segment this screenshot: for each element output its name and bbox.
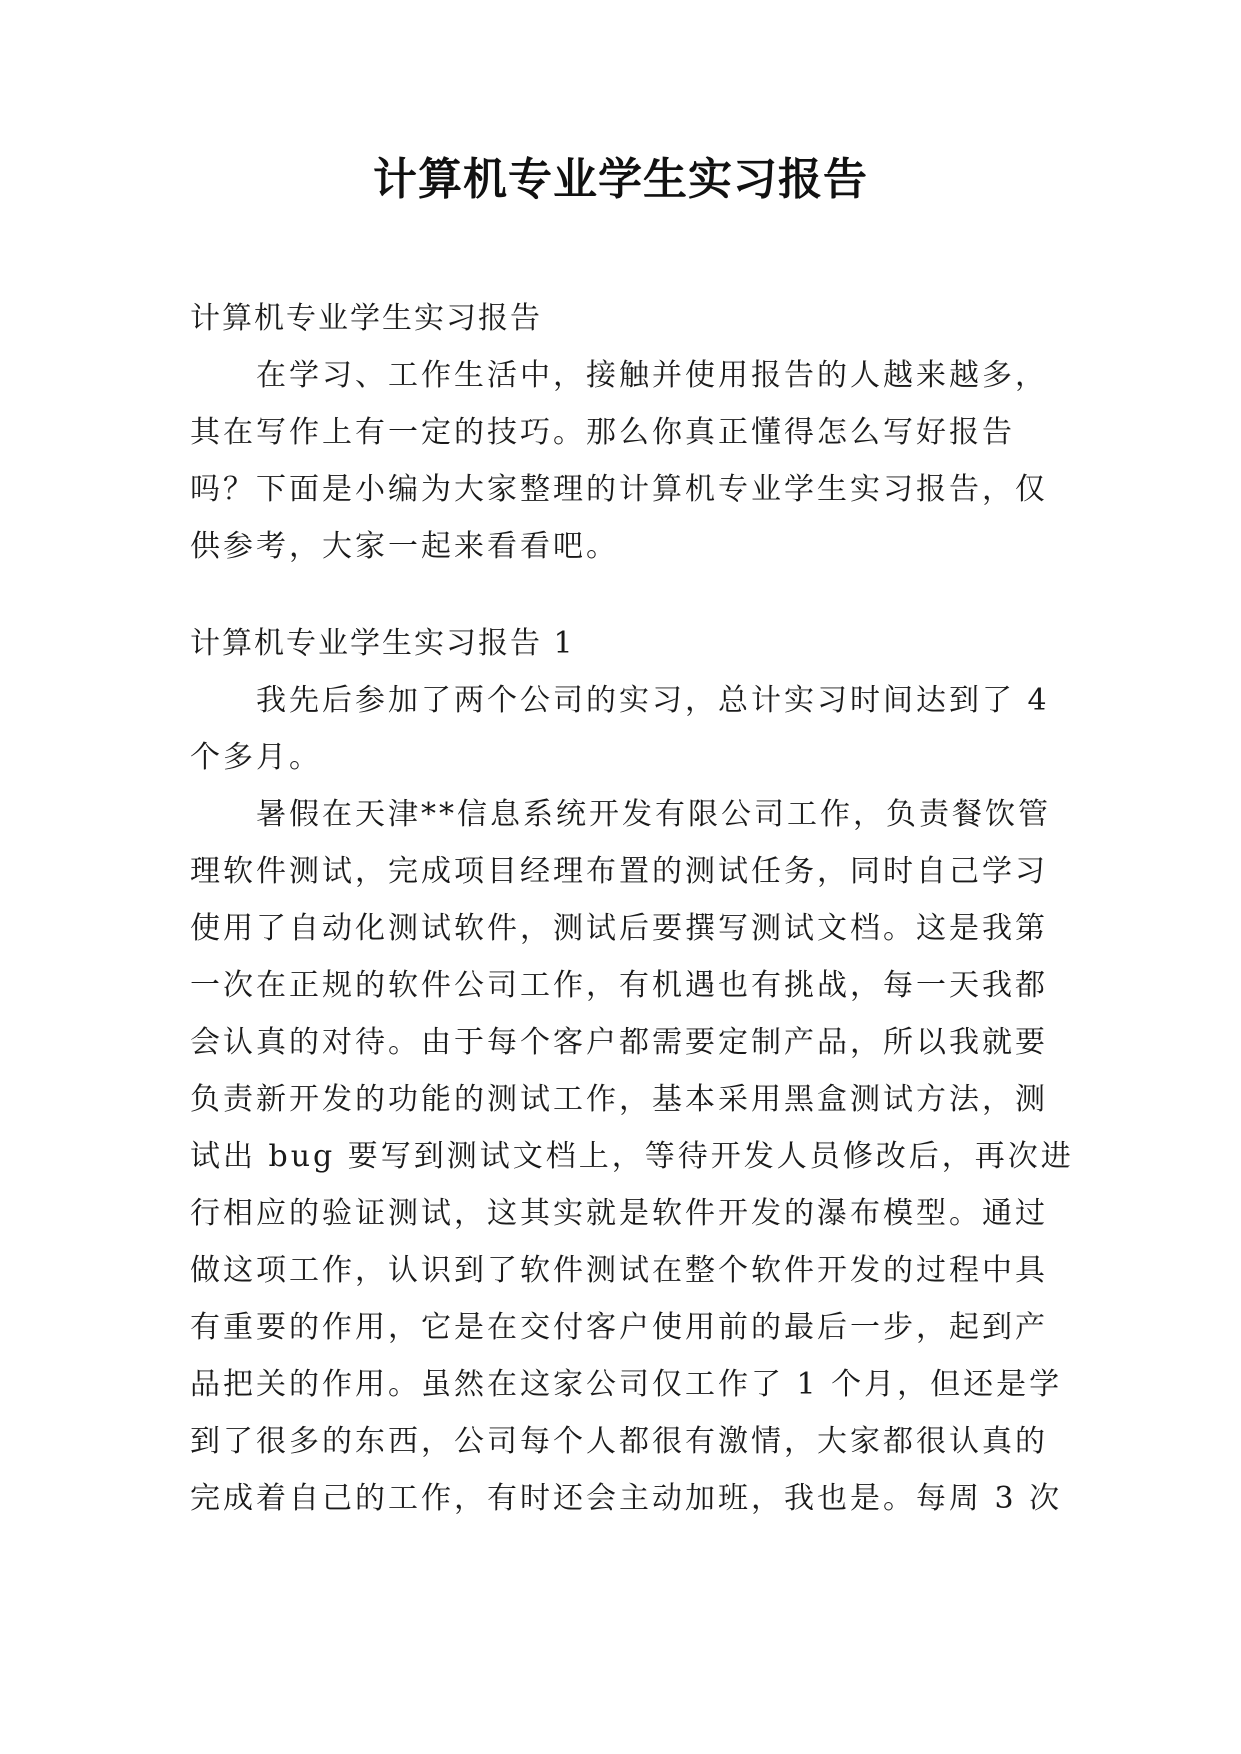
section1-heading: 计算机专业学生实习报告 1 xyxy=(190,626,575,661)
section1-paragraph-1 xyxy=(190,672,1050,786)
paragraph-line: 吗？下面是小编为大家整理的计算机专业学生实习报告，仅 xyxy=(190,472,1048,507)
paragraph-line: 使用了自动化测试软件，测试后要撰写测试文档。这是我第 xyxy=(190,911,1048,946)
section-spacer xyxy=(190,575,1050,615)
paragraph-line: 在学习、工作生活中，接触并使用报告的人越来越多， xyxy=(190,358,1048,393)
paragraph-line: 会认真的对待。由于每个客户都需要定制产品，所以我就要 xyxy=(190,1025,1048,1060)
document-body xyxy=(190,290,1074,1527)
section1-paragraph-2 xyxy=(190,786,1074,1527)
paragraph-line: 完成着自己的工作，有时还会主动加班，我也是。每周 3 次 xyxy=(190,1481,1063,1516)
paragraph-line: 一次在正规的软件公司工作，有机遇也有挑战，每一天我都 xyxy=(190,968,1048,1003)
paragraph-line: 其在写作上有一定的技巧。那么你真正懂得怎么写好报告 xyxy=(190,415,1015,450)
paragraph-line: 品把关的作用。虽然在这家公司仅工作了 1 个月，但还是学 xyxy=(190,1367,1063,1402)
paragraph-line: 负责新开发的功能的测试工作，基本采用黑盒测试方法，测 xyxy=(190,1082,1048,1117)
paragraph-line: 我先后参加了两个公司的实习，总计实习时间达到了 4 xyxy=(190,683,1050,718)
paragraph-line: 到了很多的东西，公司每个人都很有激情，大家都很认真的 xyxy=(190,1424,1048,1459)
paragraph-line: 供参考，大家一起来看看吧。 xyxy=(190,529,619,564)
intro-paragraph xyxy=(190,347,1050,575)
paragraph-line: 理软件测试，完成项目经理布置的测试任务，同时自己学习 xyxy=(190,854,1048,889)
paragraph-line: 有重要的作用，它是在交付客户使用前的最后一步，起到产 xyxy=(190,1310,1048,1345)
paragraph-line: 行相应的验证测试，这其实就是软件开发的瀑布模型。通过 xyxy=(190,1196,1048,1231)
intro-heading: 计算机专业学生实习报告 xyxy=(190,301,542,336)
paragraph-line: 个多月。 xyxy=(190,740,322,775)
paragraph-line: 试出 bug 要写到测试文档上，等待开发人员修改后，再次进 xyxy=(190,1139,1074,1174)
paragraph-line: 暑假在天津**信息系统开发有限公司工作，负责餐饮管 xyxy=(190,797,1051,832)
paragraph-line: 做这项工作，认识到了软件测试在整个软件开发的过程中具 xyxy=(190,1253,1048,1288)
document-title: 计算机专业学生实习报告 xyxy=(373,154,868,205)
